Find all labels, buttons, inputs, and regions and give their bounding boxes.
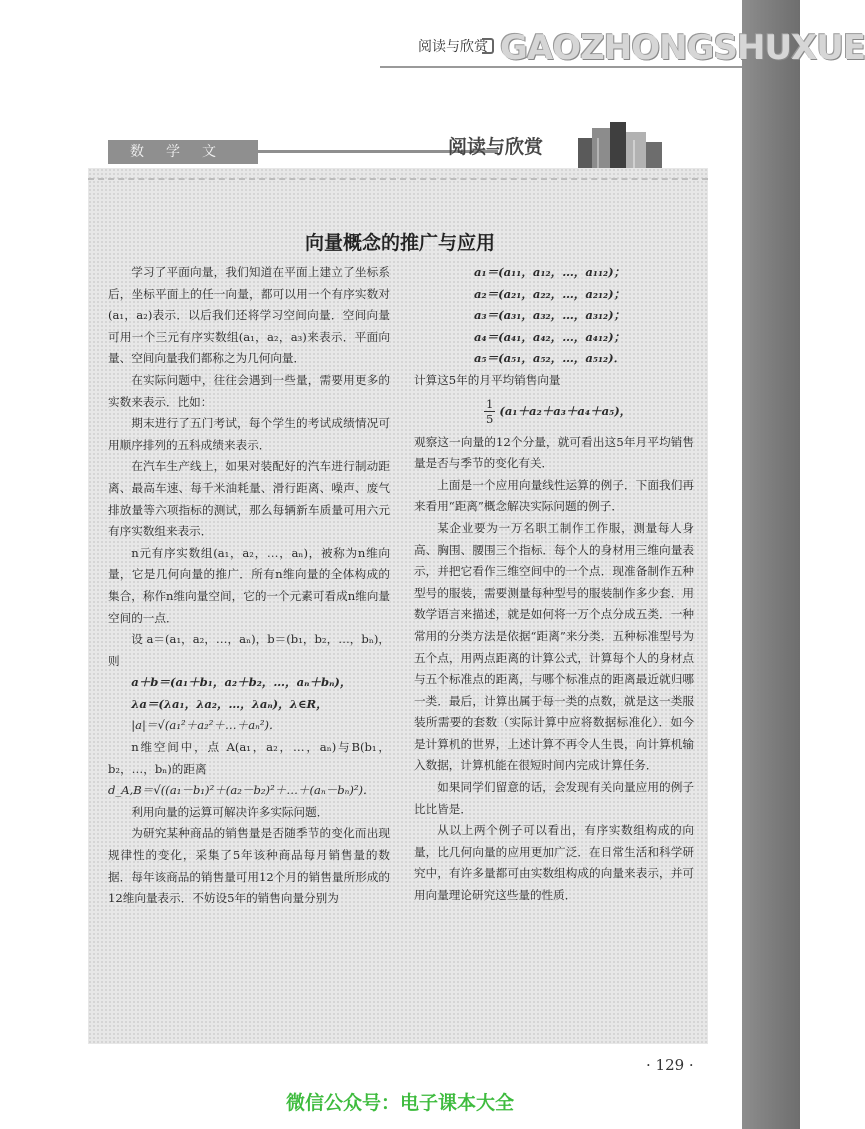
header-big-label: GAOZHONGSHUXUE [500,28,865,68]
vector-line: a₂＝(a₂₁，a₂₂，…，a₂₁₂)； [474,286,626,301]
formula-scalar: λa＝(λa₁，λa₂，…，λaₙ)，λ∈R， [131,696,328,711]
paragraph: 如果同学们留意的话，会发现有关向量应用的例子比比皆是． [414,780,694,816]
section-bar [108,140,258,164]
page-number: · 129 · [646,1056,694,1074]
paragraph: 计算这5年的月平均销售向量 [414,372,561,387]
vector-line: a₄＝(a₄₁，a₄₂，…，a₄₁₂)； [474,329,626,344]
formula-sum: a＋b＝(a₁＋b₁，a₂＋b₂，…，aₙ＋bₙ)， [131,675,352,690]
vector-line: a₁＝(a₁₁，a₁₂，…，a₁₁₂)； [474,265,626,279]
paragraph: 设 a＝(a₁，a₂，…，aₙ)，b＝(b₁，b₂，…，bₙ)，则 [108,632,390,668]
average-formula [414,392,694,432]
section-bar-label: 数学文 [130,144,238,160]
paragraph: 上面是一个应用向量线性运算的例子．下面我们再来看用“距离”概念解决实际问题的例子． [414,477,694,514]
paragraph: n元有序实数组(a₁，a₂，…，aₙ)，被称为n维向量，它是几何向量的推广．所有n维向量的全体构成的集合，称作n维向量空间，它的一个元素可看成n维向量空间的一点． [108,545,390,625]
left-column [108,262,390,910]
section-label: 阅读与欣赏 [448,136,544,158]
fraction-numerator: 1 [486,397,494,412]
paragraph: 期末进行了五门考试，每个学生的考试成绩情况可用顺序排列的五科成绩来表示． [108,416,390,452]
page-edge-strip [742,0,800,1129]
formula-norm: |a|＝√(a₁²＋a₂²＋…＋aₙ²)． [131,718,281,733]
fraction-denominator: 5 [486,412,494,427]
watermark-text: 微信公众号：电子课本大全 [285,1092,514,1114]
vector-line: a₃＝(a₃₁，a₃₂，…，a₃₁₂)； [474,308,626,323]
paragraph: 在实际问题中，往往会遇到一些量，需要用更多的实数来表示．比如： [108,372,390,409]
header-mark-icon [482,38,494,54]
article-title: 向量概念的推广与应用 [304,232,495,254]
paragraph: 利用向量的运算可解决许多实际问题． [131,804,329,819]
paragraph: 学习了平面向量，我们知道在平面上建立了坐标系后，坐标平面上的任一向量，都可以用一个有序实数对(a₁，a₂)表示．以后我们还将学习空间向量．空间向量可用一个三元有序实数组(a₁，a₂，a₃)来表示．平面向量、空间向量我们都称之为几何向量． [108,265,390,366]
paragraph: 从以上两个例子可以看出，有序实数组构成的向量，比几何向量的应用更加广泛．在日常生活和科学研究中，有许多量都可由实数组构成的向量来表示，并可用向量理论研究这些量的性质． [414,823,694,903]
header-small-label: 阅读与欣赏 [418,39,488,55]
panel-dashed-rule [88,178,708,180]
fraction [484,397,495,426]
paragraph: 观察这一向量的12个分量，就可看出这5年月平均销售量是否与季节的变化有关． [414,434,694,471]
paragraph: 在汽车生产线上，如果对装配好的汽车进行制动距离、最高车速、每千米油耗量、滑行距离、噪声、废气排放量等六项指标的测试，那么每辆新车质量可用六元有序实数组来表示． [108,459,390,539]
paragraph: 某企业要为一万名职工制作工作服，测量每人身高、胸围、腰围三个指标．每个人的身材用三维向量表示，并把它看作三维空间中的一个点．现准备制作五种型号的服装，需要测量每种型号的服装制作多少套．用数学语言来描述，就是如何将一万个点分成五类．一种常用的分类方法是依据“距离”来分类．五种标准型号为五个点，用两点距离的计算公式，计算每个人的身材点与五个标准点的距离，与哪个标准点的距离最近就归哪一类．最后，计算出属于每一类的点数，就是这一类服装所需要的套数（实际计算中应将数据标准化）．如今是计算机的世界，上述计算不再令人生畏，向计算机输入数据，计算机能在很短时间内完成计算任务． [414,520,694,773]
vector-line: a₅＝(a₅₁，a₅₂，…，a₅₁₂)． [474,351,626,366]
paragraph: 为研究某种商品的销售量是否随季节的变化而出现规律性的变化，采集了5年该种商品每月销售量的数据．每年该商品的销售量可用12个月的销售量所形成的12维向量表示．不妨设5年的销售向量分别为 [108,826,390,906]
formula-distance: d_A,B＝√((a₁－b₁)²＋(a₂－b₂)²＋…＋(aₙ－bₙ)²)． [108,783,375,798]
formula-average: (a₁＋a₂＋a₃＋a₄＋a₅)， [499,403,632,418]
paragraph: n维空间中，点 A(a₁，a₂，…，aₙ)与B(b₁，b₂，…，bₙ)的距离 [108,740,390,776]
right-column [414,262,694,907]
